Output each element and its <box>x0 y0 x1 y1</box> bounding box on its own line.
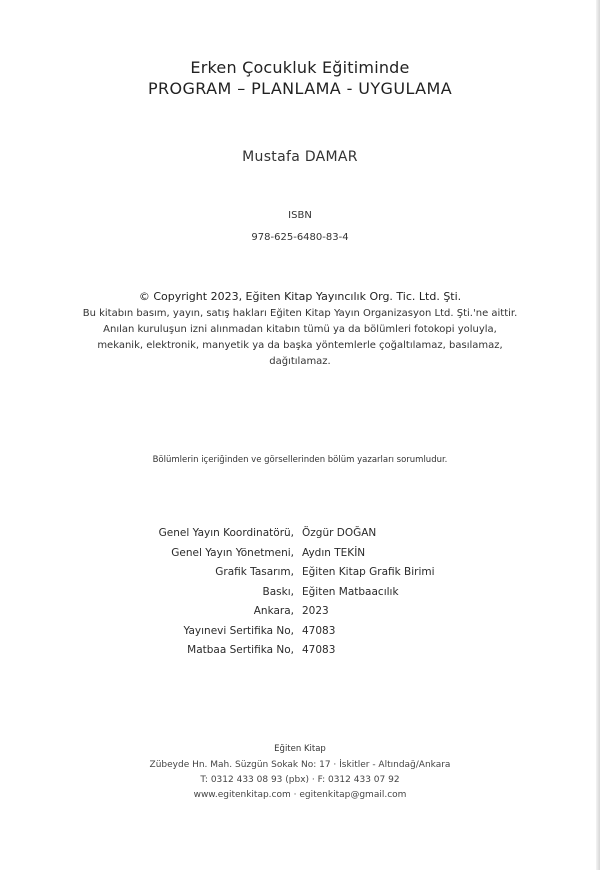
credit-value: Özgür DOĞAN <box>302 527 377 539</box>
credit-row <box>0 625 600 645</box>
publisher-name: Eğiten Kitap <box>274 744 326 754</box>
credit-value: 2023 <box>302 605 329 617</box>
credit-label: Genel Yayın Yönetmeni, <box>171 546 294 559</box>
credit-row <box>0 547 600 567</box>
copyright-title: © Copyright 2023, Eğiten Kitap Yayıncılık Org. Tic. Ltd. Şti. <box>138 290 462 303</box>
credits-list <box>0 527 600 664</box>
credit-row <box>0 644 600 664</box>
credit-row <box>0 586 600 606</box>
credit-label: Genel Yayın Koordinatörü, <box>158 527 294 539</box>
page-edge-shadow <box>596 0 600 870</box>
credit-value: 47083 <box>302 644 336 656</box>
publisher-phone: T: 0312 433 08 93 (pbx) · F: 0312 433 07 92 <box>200 775 400 785</box>
credit-row <box>0 605 600 625</box>
credit-value: Eğiten Kitap Grafik Birimi <box>302 566 435 578</box>
credit-row <box>0 566 600 586</box>
credit-label: Baskı, <box>262 585 294 598</box>
credit-label: Grafik Tasarım, <box>215 566 294 578</box>
responsibility-note: Bölümlerin içeriğinden ve görsellerinden bölüm yazarları sorumludur. <box>152 455 448 465</box>
author-name: Mustafa DAMAR <box>242 149 358 165</box>
isbn-label: ISBN <box>288 210 312 221</box>
credit-label: Yayınevi Sertifika No, <box>183 624 294 637</box>
isbn-number: 978-625-6480-83-4 <box>251 232 349 243</box>
book-title-line1: Erken Çocukluk Eğitiminde <box>190 58 410 77</box>
copyright-notice: Bu kitabın basım, yayın, satış hakları Eğiten Kitap Yayın Organizasyon Ltd. Şti.'ne aittir. Anılan kuruluşun izni alınmadan kitabın tümü ya da bölümleri fotokopi yoluyla, mekanik, elektronik, manyetik ya da başka yöntemlerle çoğaltılamaz, basılamaz, dağıtılamaz. <box>82 308 518 367</box>
credit-value: Eğiten Matbaacılık <box>302 585 399 598</box>
credit-value: 47083 <box>302 624 336 637</box>
credit-label: Matbaa Sertifika No, <box>187 644 294 656</box>
credit-value: Aydın TEKİN <box>302 546 366 559</box>
publisher-web: www.egitenkitap.com · egitenkitap@gmail.com <box>193 790 407 800</box>
book-title-line2: PROGRAM – PLANLAMA - UYGULAMA <box>147 79 453 98</box>
credit-label: Ankara, <box>253 605 294 617</box>
credit-row <box>0 527 600 547</box>
publisher-address: Zübeyde Hn. Mah. Süzgün Sokak No: 17 · İskitler - Altındağ/Ankara <box>149 760 451 770</box>
